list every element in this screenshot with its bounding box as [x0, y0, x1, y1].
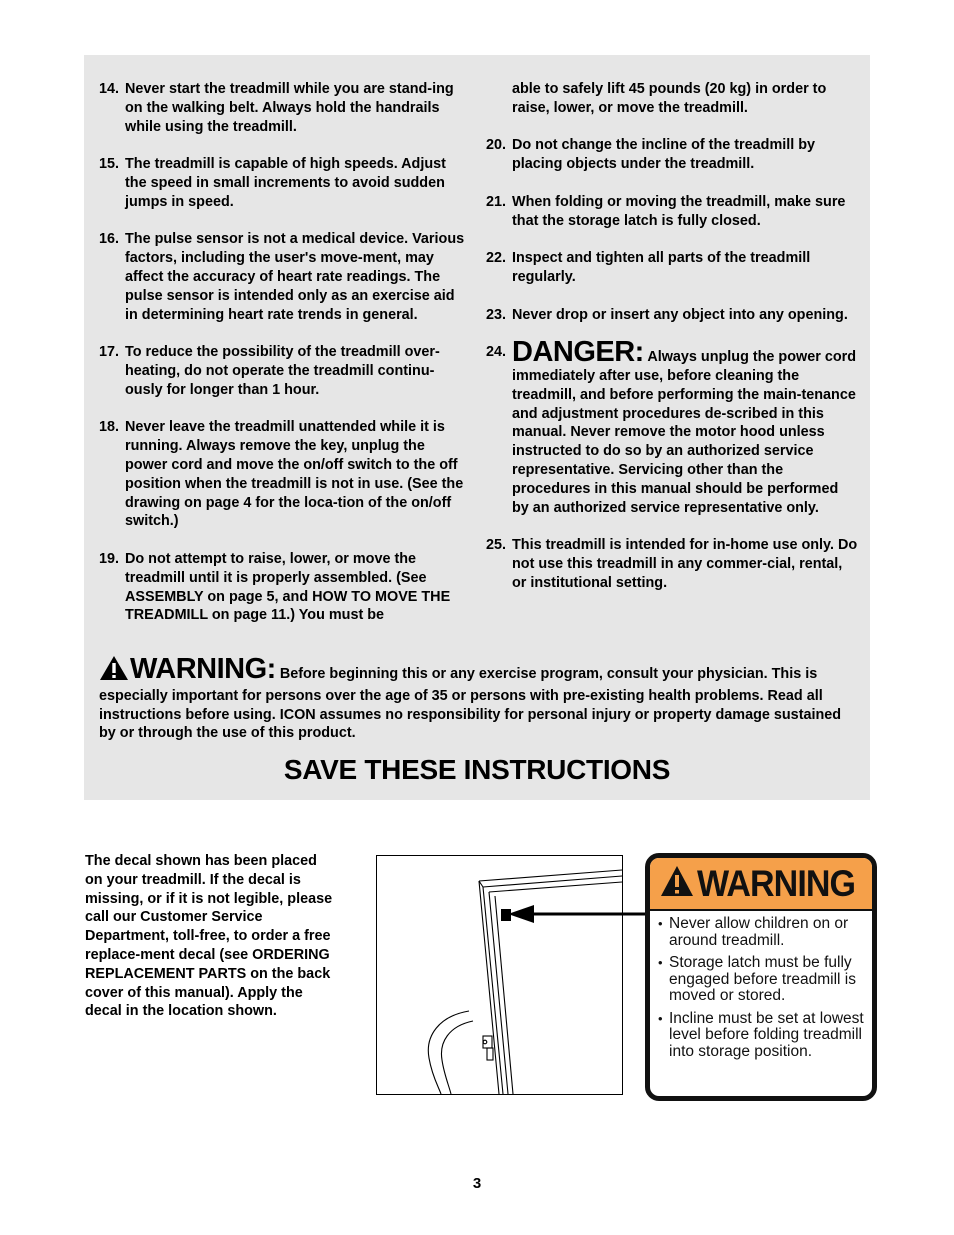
item-number: 16. [99, 231, 120, 248]
bullet-icon: • [658, 955, 663, 970]
item-text: Do not attempt to raise, lower, or move the treadmill until it is properly assembled. (See ASSEMBLY on page 5, and HOW TO MOVE THE TREADMILL on page 11.) You must be [125, 550, 451, 624]
list-item [486, 536, 858, 592]
item-number: 21. [486, 193, 507, 210]
danger-item [486, 336, 858, 517]
danger-label: DANGER: [512, 336, 644, 369]
decal-bullet-text: Incline must be set at lowest level before folding treadmill into storage position. [669, 1009, 864, 1060]
warning-paragraph [99, 655, 859, 743]
item-text: Never drop or insert any object into any opening. [512, 306, 848, 323]
page-number: 3 [472, 1175, 482, 1192]
list-item [99, 230, 471, 324]
item-text: To reduce the possibility of the treadmill over-heating, do not operate the treadmill continu-ously for longer than 1 hour. [125, 344, 440, 398]
right-column [486, 80, 858, 611]
item-text: This treadmill is intended for in-home use only. Do not use this treadmill in any commer-cial, rental, or institutional setting. [512, 537, 858, 591]
warning-triangle-icon [99, 655, 129, 687]
decal-bullet [658, 1011, 866, 1061]
list-item [486, 249, 858, 287]
decal-list [650, 911, 872, 1060]
item-text: The pulse sensor is not a medical device. Various factors, including the user's move-ment, may affect the accuracy of heart rate readings. The pulse sensor is intended only as an exercise aid in determining heart rate trends in general. [125, 231, 465, 323]
save-instructions-heading: SAVE THESE INSTRUCTIONS [283, 754, 671, 785]
item-text: Never start the treadmill while you are stand-ing on the walking belt. Always hold the handrails while using the treadmill. [125, 81, 454, 135]
item-number: 22. [486, 250, 507, 267]
warning-label: WARNING: [130, 653, 276, 685]
list-item [99, 80, 471, 136]
item-text: When folding or moving the treadmill, make sure that the storage latch is fully closed. [512, 193, 846, 229]
list-item [486, 136, 858, 174]
list-item [99, 418, 471, 531]
bullet-icon: • [658, 1010, 663, 1026]
item-number: 15. [99, 156, 120, 173]
decal-bullet-text: Never allow children on or around treadmill. [669, 915, 849, 949]
item-number: 23. [486, 306, 507, 323]
item-number: 24. [486, 344, 507, 361]
item-number: 20. [486, 137, 507, 154]
decal-bullet [658, 955, 866, 1005]
item-number: 17. [99, 344, 120, 361]
list-item [99, 155, 471, 211]
left-column [99, 80, 471, 644]
decal-bullet-text: Storage latch must be fully engaged before treadmill is moved or stored. [669, 954, 856, 1004]
decal-paragraph: The decal shown has been placed on your treadmill. If the decal is missing, or if it is not legible, please call our Customer Service Department, toll-free, to order a free replace-ment decal (see ORDERING REPLACEMENT PARTS on the back cover of this manual). Apply the decal in the location shown. [85, 853, 333, 1020]
bullet-icon: • [658, 916, 663, 931]
arrow-icon [500, 900, 650, 930]
danger-text: Always unplug the power cord immediately after use, before cleaning the treadmill, and before performing the main-tenance and adjustment procedures de-scribed in this manual. Never remove the motor hood unless instructed to do so by an authorized service representative. Servicing other than the procedures in this manual should be performed by an authorized service representative only. [512, 349, 856, 516]
list-item [486, 193, 858, 231]
list-item [99, 343, 471, 399]
item-text: Inspect and tighten all parts of the treadmill regularly. [512, 250, 811, 285]
item-19-continuation: able to safely lift 45 pounds (20 kg) in order to raise, lower, or move the treadmill. [512, 81, 827, 116]
warning-triangle-icon [660, 865, 694, 902]
decal-bullet [658, 916, 866, 949]
item-text: The treadmill is capable of high speeds. Adjust the speed in small increments to avoid sudden jumps in speed. [125, 156, 446, 210]
warning-decal [645, 853, 877, 1101]
item-text: Never leave the treadmill unattended while it is running. Always remove the key, unplug the power cord and move the on/off switch to the off position when the treadmill is not in use. (See the drawing on page 4 for the loca-tion of the on/off switch.) [125, 419, 464, 530]
decal-header [650, 858, 872, 911]
warning-text: Before beginning this or any exercise program, consult your physician. This is especially important for persons over the age of 35 or persons with pre-existing health problems. Read all instructions before using. ICON assumes no responsibility for personal injury or property damage sustained by or through the use of this product. [99, 666, 842, 742]
list-item [486, 306, 858, 325]
item-number: 19. [99, 550, 120, 567]
item-number: 14. [99, 81, 120, 97]
list-item [99, 550, 471, 625]
item-text: Do not change the incline of the treadmill by placing objects under the treadmill. [512, 137, 816, 173]
item-number: 18. [99, 419, 120, 436]
item-text [512, 336, 858, 517]
decal-title: WARNING [697, 862, 856, 904]
treadmill-drawing [376, 855, 623, 1095]
item-number: 25. [486, 537, 507, 554]
